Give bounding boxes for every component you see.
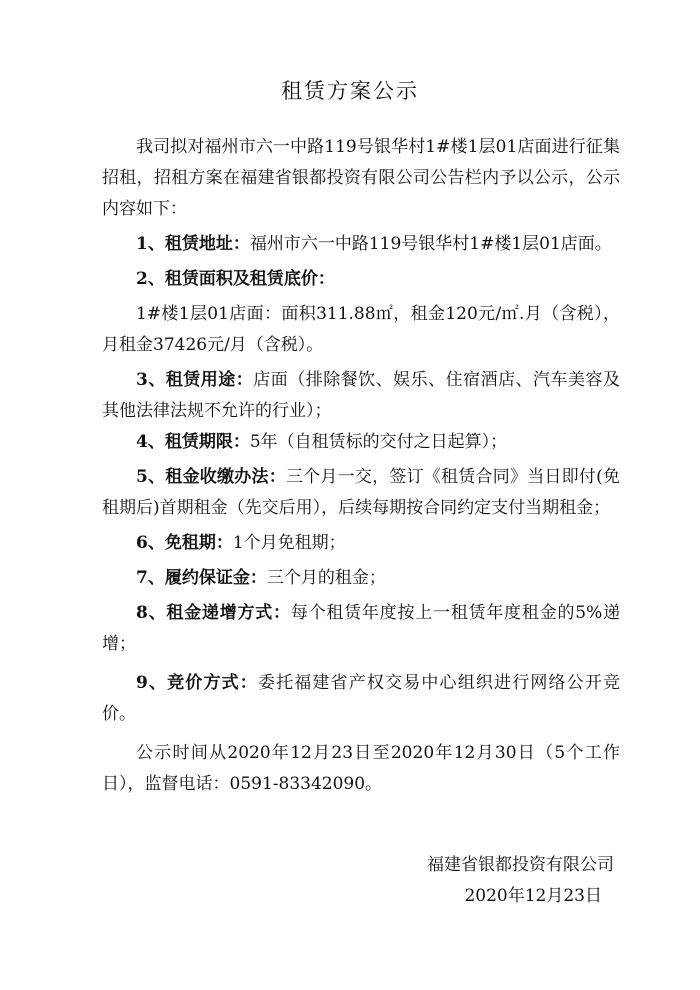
signature-block [427, 850, 614, 912]
item-rental-address [102, 229, 620, 260]
item-rent-collection [102, 462, 620, 524]
item-bidding-method [102, 668, 620, 730]
item-label: 3、租赁用途： [136, 370, 254, 390]
intro-paragraph: 我司拟对福州市六一中路119号银华村1#楼1层01店面进行征集招租，招租方案在福建省银都投资有限公司公告栏内予以公示，公示内容如下： [102, 137, 620, 219]
item-text: 三个月的租金； [266, 568, 386, 588]
item-label: 5、租金收缴办法： [136, 467, 286, 487]
item-area-and-price-detail [102, 299, 620, 361]
item-label: 8、租金递增方式： [136, 603, 291, 623]
item-label: 9、竞价方式： [136, 673, 258, 693]
item-text: 1#楼1层01店面：面积311.88㎡，租金120元/㎡.月（含税），月租金37426元/月（含税）。 [102, 304, 620, 355]
item-label: 6、免租期： [136, 533, 233, 553]
item-rental-use [102, 365, 620, 427]
item-label: 2、租赁面积及租赁底价： [136, 269, 335, 289]
item-label: 7、履约保证金： [136, 568, 267, 588]
item-rental-term [102, 427, 620, 458]
signature-company: 福建省银都投资有限公司 [427, 855, 614, 875]
item-text: 三个月一交，签订《租赁合同》当日即付(免租期后)首期租金（先交后用），后续每期按合同约定支付当期租金； [102, 467, 620, 518]
notice-period-paragraph: 公示时间从2020年12月23日至2020年12月30日（5个工作日），监督电话：0591-83342090。 [102, 743, 620, 794]
item-rent-free-period [102, 528, 620, 559]
item-area-and-price-heading [102, 264, 620, 295]
document-body [102, 132, 620, 800]
document-title: 租赁方案公示 [281, 79, 419, 103]
item-text: 店面（排除餐饮、娱乐、住宿酒店、汽车美容及其他法律法规不允许的行业）； [102, 370, 620, 421]
item-performance-deposit [102, 563, 620, 594]
item-label: 1、租赁地址： [136, 234, 250, 254]
item-rent-increase [102, 598, 620, 660]
item-text: 每个租赁年度按上一租赁年度租金的5%递增； [102, 603, 620, 654]
signature-date: 2020年12月23日 [464, 886, 602, 906]
item-text: 福州市六一中路119号银华村1#楼1层01店面。 [249, 234, 612, 254]
item-label: 4、租赁期限： [136, 432, 250, 452]
item-text: 1个月免租期； [232, 533, 346, 553]
item-text: 委托福建省产权交易中心组织进行网络公开竞价。 [102, 673, 620, 724]
item-text: 5年（自租赁标的交付之日起算）； [249, 432, 508, 452]
